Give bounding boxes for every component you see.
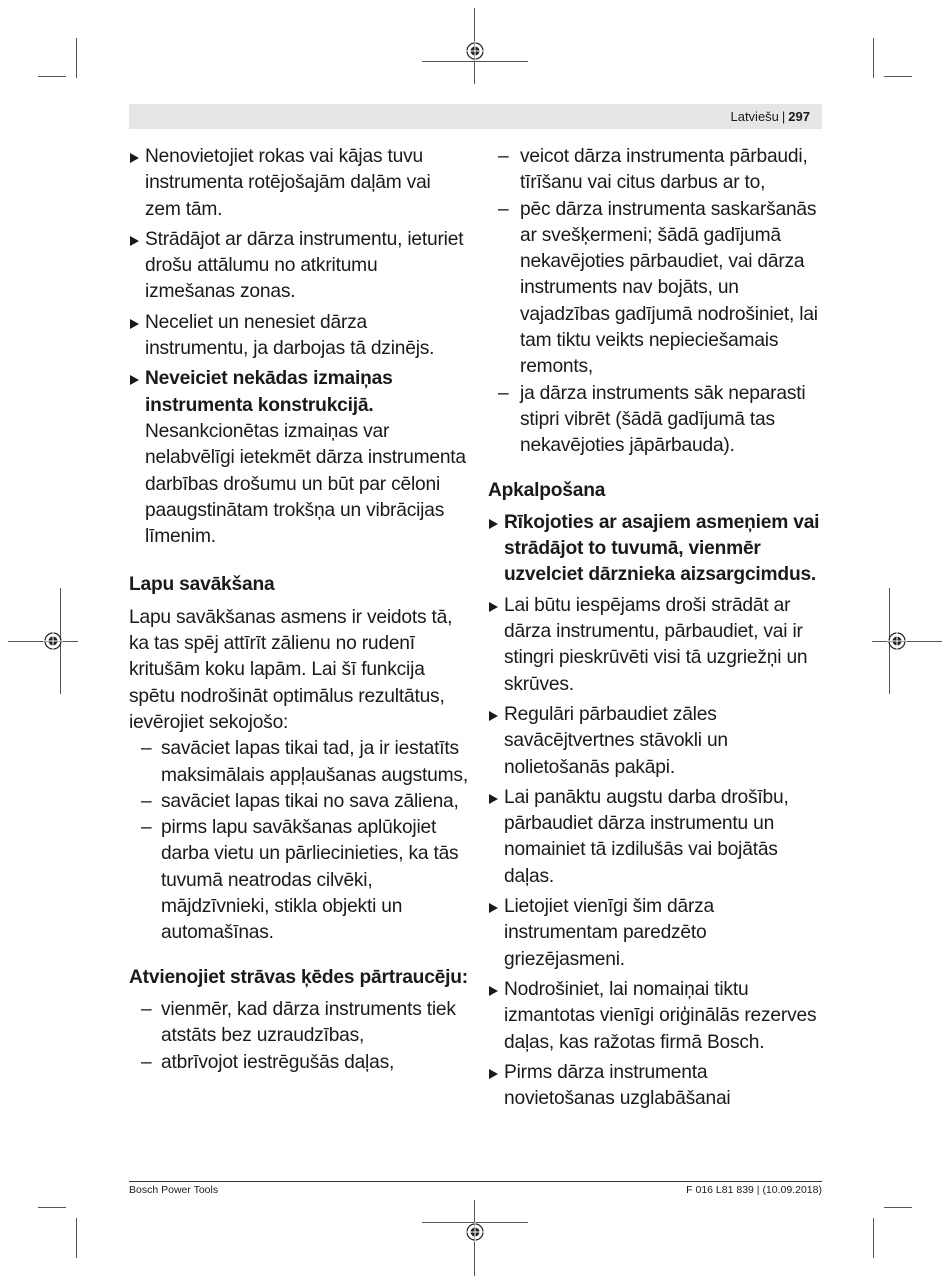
dash-item: – ja dārza instruments sāk neparasti stipri vibrēt (šādā gadījumā tas nekavējoties jāpārbauda). — [498, 382, 806, 457]
triangle-bullet-icon — [489, 519, 498, 529]
crop-mark — [76, 38, 77, 78]
header-language: Latviešu — [730, 109, 779, 124]
footer-divider — [129, 1181, 822, 1182]
triangle-bullet-icon — [489, 602, 498, 612]
triangle-bullet-icon — [489, 1069, 498, 1079]
section-heading: Apkalpošana — [488, 479, 606, 501]
dash-item: – pirms lapu savākšanas aplūkojiet darba vietu un pārliecinieties, ka tās tuvumā neatrodas cilvēki, mājdzīvnieki, stikla objekti un automašīnas. — [141, 817, 459, 944]
triangle-bullet-icon — [489, 711, 498, 721]
crop-mark — [38, 1207, 66, 1208]
list-item: Nenovietojiet rokas vai kājas tuvu instrumenta rotējošajām daļām vai zem tām. — [129, 144, 469, 223]
triangle-bullet-icon — [130, 319, 139, 329]
paragraph: Lapu savākšanas asmens ir veidots tā, ka tas spēj attīrīt zālienu no rudenī kritušām koku lapām. Lai šī funkcija spētu nodrošināt optimālus rezultātus, ievērojiet sekojošo: — [129, 606, 453, 733]
list-item: Neceliet un nenesiet dārza instrumentu, ja darbojas tā dzinējs. — [129, 310, 469, 363]
crop-mark — [873, 1218, 874, 1258]
dash-item: – pēc dārza instrumenta saskaršanās ar svešķermeni; šādā gadījumā nekavējoties pārbaudiet, vai dārza instruments nav bojāts, un vajadzības gadījumā nodrošiniet, lai tam tiktu veikts nepieciešamais remonts, — [498, 198, 818, 378]
section-heading: Lapu savākšana — [129, 574, 275, 596]
crop-mark — [873, 38, 874, 78]
section-heading: Atvienojiet strāvas ķēdes pārtraucēju: — [129, 966, 468, 988]
crop-mark — [76, 1218, 77, 1258]
list-item: Strādājot ar dārza instrumentu, ieturiet drošu attālumu no atkritumu izmešanas zonas. — [129, 227, 469, 306]
dash-item: – savāciet lapas tikai tad, ja ir iestatīts maksimālais appļaušanas augstums, — [141, 738, 468, 786]
dash-item: – savāciet lapas tikai no sava zāliena, — [141, 790, 459, 812]
list-item — [129, 366, 469, 550]
triangle-bullet-icon — [489, 986, 498, 996]
left-column — [129, 144, 469, 1076]
list-item: Lietojiet vienīgi šim dārza instrumentam paredzēto griezējasmeni. — [488, 894, 823, 973]
crop-mark — [884, 76, 912, 77]
right-column — [488, 144, 823, 1116]
triangle-bullet-icon — [130, 375, 139, 385]
warning-text: Neveiciet nekādas izmaiņas instrumenta konstrukcijā. — [145, 368, 393, 416]
header-text — [730, 109, 810, 124]
triangle-bullet-icon — [130, 153, 139, 163]
registration-mark-icon — [43, 631, 63, 651]
registration-mark-icon — [465, 41, 485, 61]
list-item: Nodrošiniet, lai nomaiņai tiktu izmantotas vienīgi oriģinālās rezerves daļas, kas ražotas firmā Bosch. — [488, 977, 823, 1056]
list-item: Regulāri pārbaudiet zāles savācējtvertnes stāvokli un nolietošanās pakāpi. — [488, 702, 823, 781]
page-number: 297 — [788, 109, 810, 124]
list-item: Lai panāktu augstu darba drošību, pārbaudiet dārza instrumentu un nomainiet tā izdilušās vai bojātās daļas. — [488, 785, 823, 890]
registration-mark-icon — [887, 631, 907, 651]
footer-doc-id: F 016 L81 839 | (10.09.2018) — [686, 1184, 822, 1196]
registration-mark-icon — [465, 1222, 485, 1242]
dash-item: – atbrīvojot iestrēgušās daļas, — [141, 1051, 395, 1073]
page-header — [129, 104, 822, 129]
triangle-bullet-icon — [130, 236, 139, 246]
triangle-bullet-icon — [489, 903, 498, 913]
header-separator: | — [781, 109, 786, 124]
footer-brand: Bosch Power Tools — [129, 1184, 219, 1196]
warning-explanation: Nesankcionētas izmaiņas var nelabvēlīgi ietekmēt dārza instrumenta darbības drošumu un būt par cēloni paaugstinātam trokšņa un vibrācijas līmenim. — [145, 420, 466, 548]
crop-mark — [872, 641, 942, 642]
warning-text: Rīkojoties ar asajiem asmeņiem vai strādājot to tuvumā, vienmēr uzvelciet dārznieka aizsargcimdus. — [504, 511, 820, 586]
crop-mark — [884, 1207, 912, 1208]
list-item — [488, 510, 823, 589]
list-item: Lai būtu iespējams droši strādāt ar dārza instrumentu, pārbaudiet, vai ir stingri pieskrūvēti visi tā uzgriežņi un skrūves. — [488, 593, 823, 698]
crop-mark — [38, 76, 66, 77]
triangle-bullet-icon — [489, 794, 498, 804]
crop-mark — [422, 61, 528, 62]
dash-item: – vienmēr, kad dārza instruments tiek atstāts bez uzraudzības, — [141, 998, 456, 1047]
list-item: Pirms dārza instrumenta novietošanas uzglabāšanai — [488, 1060, 823, 1113]
dash-item: – veicot dārza instrumenta pārbaudi, tīrīšanu vai citus darbus ar to, — [498, 146, 808, 194]
